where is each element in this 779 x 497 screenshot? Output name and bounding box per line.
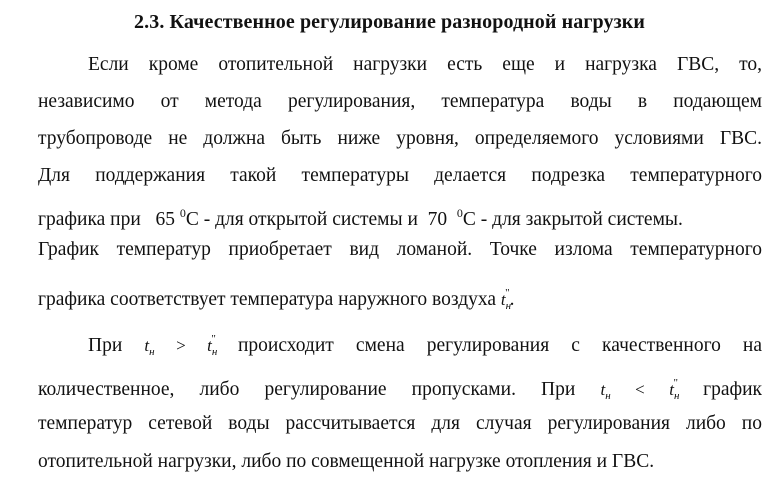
paragraph2-line4: отопительной нагрузки, либо по совмещенной нагрузке отопления и ГВС. [38, 451, 655, 472]
paragraph1-line7 [38, 280, 762, 319]
temperature-closed: 70 [427, 209, 448, 230]
text-fragment: С - для открытой системы и [185, 209, 418, 230]
text-fragment: графика при [38, 209, 141, 230]
math-inequality-less: $t_н < t_н^"$ [600, 377, 680, 402]
text-fragment: С - для закрытой системы. [462, 209, 683, 230]
paragraph1-line1: Если кроме отопительной нагрузки есть еще и нагрузка ГВС, то, [88, 54, 762, 75]
degree-mark: 0 [179, 206, 186, 220]
degree-mark: 0 [456, 206, 463, 220]
paragraph1-line5 [38, 200, 762, 233]
paragraph1-line6: График температур приобретает вид ломаной. Точке излома температурного [38, 239, 762, 260]
paragraph1-line3: трубопроводе не должна быть ниже уровня, определяемого условиями ГВС. [38, 128, 762, 149]
text-fragment: происходит смена регулирования с качественного на [237, 335, 763, 356]
paragraph1-line4: Для поддержания такой температуры делается подрезка температурного [38, 165, 762, 186]
text-fragment: количественное, либо регулирование пропусками. При [38, 379, 576, 400]
section-heading: 2.3. Качественное регулирование разнородной нагрузки [134, 11, 645, 33]
temperature-open: 65 [155, 209, 175, 230]
math-symbol-t-outdoor: $t_н^"$ [500, 287, 512, 312]
text-fragment: При [88, 335, 123, 356]
text-fragment: графика соответствует температура наружного воздуха [38, 289, 497, 310]
math-inequality-greater: $t_н > t_н^"$ [144, 333, 218, 358]
paragraph1-line2: независимо от метода регулирования, температура воды в подающем [38, 91, 762, 112]
paragraph2-line3: температур сетевой воды рассчитывается для случая регулирования либо по [38, 413, 762, 434]
text-fragment: . [509, 289, 515, 310]
paragraph2-line2 [38, 370, 762, 409]
text-fragment: график [703, 379, 763, 400]
paragraph2-line1 [88, 326, 762, 365]
